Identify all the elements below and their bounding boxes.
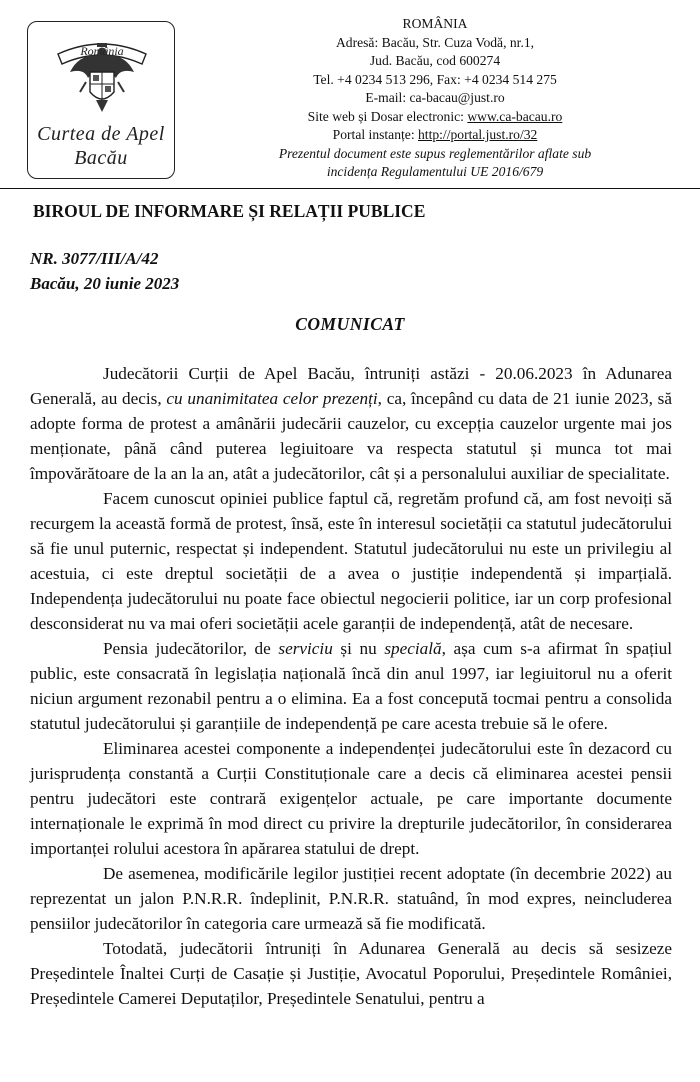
- paragraph-6: Totodată, judecătorii întruniți în Adunarea Generală au decis să sesizeze Președintele Înaltei Curți de Casație și Justiție, Avocatul Poporului, Președintele României, Președintele Camerei Deputaților, Președintele Senatului, pentru a: [30, 939, 672, 1008]
- address-line: Adresă: Bacău, Str. Cuza Vodă, nr.1,: [335, 34, 535, 50]
- paragraph-4: Eliminarea acestei componente a independenței judecătorului este în dezacord cu jurisprudența constantă a Curții Constituționale care a decis că eliminarea acestei pensii pentru judecători este contrară exigențelor actuale, pe care importante documente internaționale le exprimă în mod direct cu privire la drepturile judecătorilor, în considerarea importanței rolului acestora în apărarea statului de drept.: [30, 739, 672, 858]
- p3-text-e: , așa cum s-a afirmat în spațiul public, este consacrată în legislația națională încă din anul 1997, iar legiuitorul nu a oferit niciun argument rezonabil pentru a o elimina. Ea a fost concepută tocmai pentru a consolida statutul judecătorului și garanțiile de independență pe care acesta trebuie să le ofere.: [30, 639, 673, 733]
- gdpr-line-1: Prezentul document este supus reglementărilor aflate sub: [278, 145, 592, 161]
- county-line: Jud. Bacău, cod 600274: [369, 53, 501, 68]
- paragraph-3: [30, 636, 672, 736]
- p1-emphasis: cu unanimitatea celor prezenți: [166, 389, 378, 408]
- p3-emphasis-speciala: specială: [384, 639, 442, 658]
- document-body: [30, 361, 672, 1011]
- phone-fax-line: Tel. +4 0234 513 296, Fax: +4 0234 514 275: [313, 71, 557, 87]
- department-heading: BIROUL DE INFORMARE ȘI RELAȚII PUBLICE: [33, 201, 426, 221]
- p3-text-a: Pensia judecătorilor, de: [103, 639, 279, 658]
- p3-emphasis-serviciu: serviciu: [278, 639, 333, 658]
- email-line: E-mail: ca-bacau@just.ro: [365, 90, 505, 105]
- portal-line: [190, 126, 680, 145]
- paragraph-5: De asemenea, modificările legilor justiției recent adoptate (în decembrie 2022) au reprezentat un jalon P.N.R.R. îndeplinit, P.N.R.R. statuând, în mod expres, neincluderea pensiilor judecătorilor în categoria care urmează să fie modificată.: [30, 864, 672, 933]
- website-line: [190, 108, 680, 127]
- letterhead: [0, 0, 700, 188]
- website-link[interactable]: www.ca-bacau.ro: [467, 108, 563, 124]
- p3-text-c: și nu: [332, 639, 385, 658]
- website-label: Site web și Dosar electronic:: [307, 108, 468, 124]
- registration-number: NR. 3077/III/A/42: [30, 249, 159, 268]
- paragraph-2: Facem cunoscut opiniei publice faptul că, regretăm profund că, am fost nevoiți să recurgem la această formă de protest, însă, este în interesul societății ca statutul judecătorului să fie unul puternic, respectat și independent. Statutul judecătorului nu este un privilegiu al acestuia, ci este dreptul societății de a avea o justiție independentă și imparțială. Independența judecătorului nu poate face obiectul negocierii politice, iar un corp profesional desconsiderat nu va mai oferi societății acele garanții de independență, atât de necesare.: [30, 489, 672, 633]
- court-logo: [27, 21, 175, 179]
- country-line: ROMÂNIA: [402, 16, 468, 31]
- logo-caption-line2: Bacău: [74, 147, 128, 169]
- logo-caption-line1: Curtea de Apel: [37, 123, 165, 145]
- gdpr-line-2: incidența Regulamentului UE 2016/679: [326, 164, 544, 179]
- coat-of-arms-icon: [50, 26, 154, 118]
- contact-block: [190, 15, 680, 182]
- document-title: COMUNICAT: [295, 314, 405, 334]
- logo-caption: [28, 122, 174, 170]
- portal-link[interactable]: http://portal.just.ro/32: [418, 127, 538, 142]
- logo-top-text: România: [80, 44, 124, 58]
- registration-date: Bacău, 20 iunie 2023: [30, 274, 180, 293]
- paragraph-1: [30, 361, 672, 486]
- registration-block: [30, 246, 179, 296]
- p1-text-c: , ca, începând cu data de 21 iunie 2023, să adopte forma de protest a amânării judecării cauzelor, cu excepția cauzelor urgente mai jos menționate, până când puterea legiuitoare va respecta statutul și munca tot mai împovărătoare de la an la an, atât a judecătorilor, cât și a personalului auxiliar de specialitate.: [30, 389, 672, 483]
- header-divider: [0, 188, 700, 189]
- p1-text-a: Judecătorii Curții de Apel Bacău, întruniți astăzi - 20.06.2023 în Adunarea Generală, au decis,: [30, 364, 672, 408]
- portal-label: Portal instanțe:: [332, 127, 418, 142]
